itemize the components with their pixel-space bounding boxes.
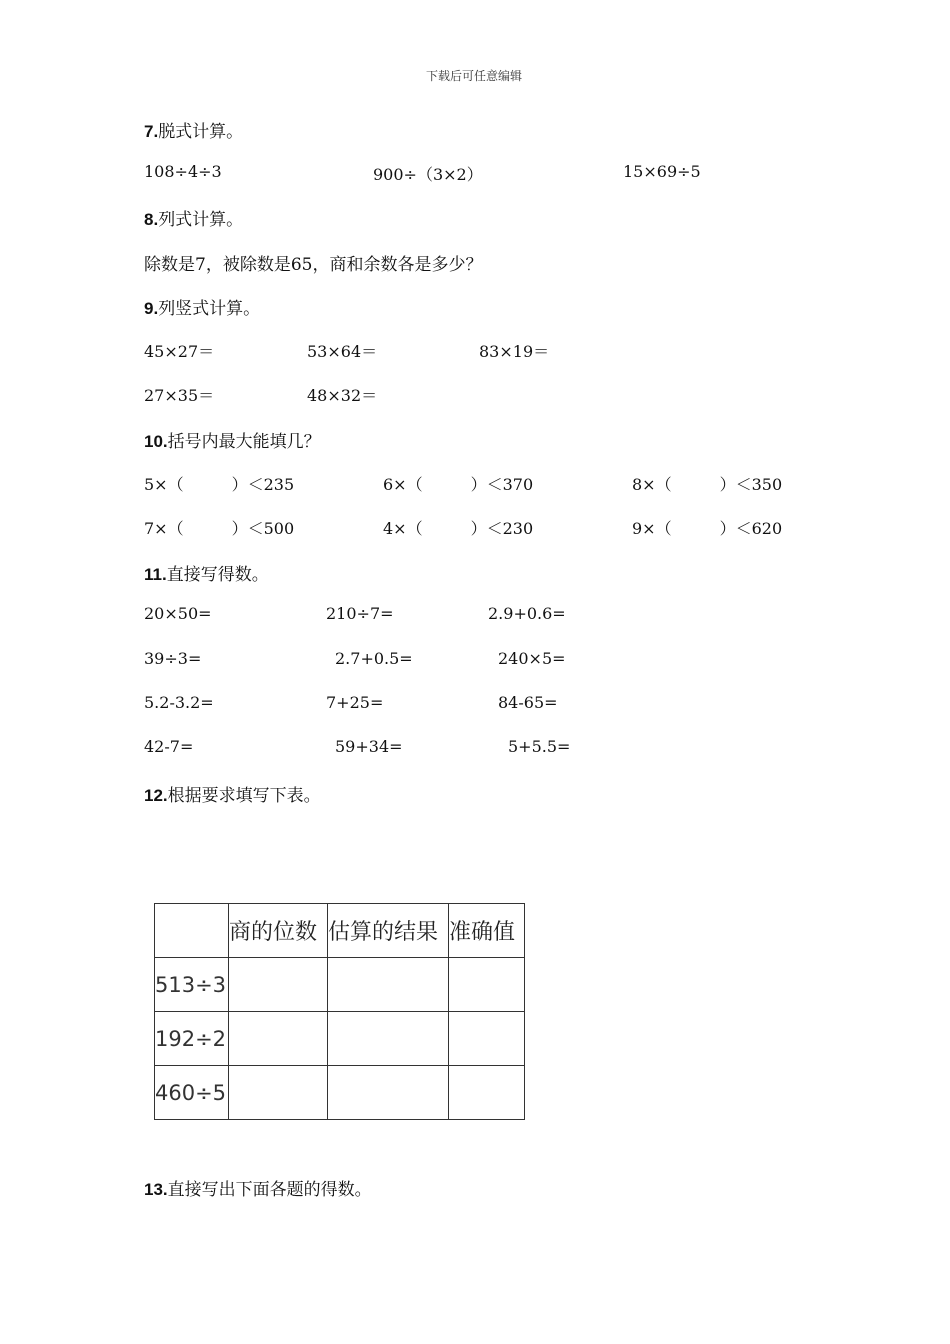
table-row-label: 513÷3 <box>155 958 229 1012</box>
answer-cell[interactable] <box>449 1012 525 1066</box>
question-text: 列竖式计算。 <box>158 299 261 319</box>
question-7-title <box>144 117 243 142</box>
q9-item: 83×19＝ <box>479 342 550 361</box>
answer-cell[interactable] <box>449 1066 525 1120</box>
q9-item: 48×32＝ <box>307 386 378 405</box>
answer-cell[interactable] <box>328 1012 449 1066</box>
question-11-title <box>144 560 269 585</box>
answer-cell[interactable] <box>328 958 449 1012</box>
table-header-cell: 准确值 <box>449 904 525 958</box>
table-row <box>155 1066 525 1120</box>
answer-cell[interactable] <box>229 1066 328 1120</box>
table-row <box>155 958 525 1012</box>
answer-cell[interactable] <box>229 958 328 1012</box>
question-10-title <box>144 427 321 452</box>
q7-item-1: 108÷4÷3 <box>144 162 222 181</box>
q10-item: 6×（ ）＜370 <box>383 475 534 494</box>
q10-item: 9×（ ）＜620 <box>632 519 783 538</box>
table-header-cell: 估算的结果 <box>328 904 449 958</box>
question-9-title <box>144 294 260 319</box>
answer-cell[interactable] <box>229 1012 328 1066</box>
q7-item-3: 15×69÷5 <box>623 162 701 181</box>
question-number: 9. <box>144 299 159 318</box>
question-text: 括号内最大能填几？ <box>167 432 321 452</box>
question-number: 12. <box>144 786 168 805</box>
q11-item: 240×5= <box>498 649 566 668</box>
question-text: 列式计算。 <box>158 210 244 230</box>
estimation-table <box>154 903 525 1120</box>
table-row-label: 192÷2 <box>155 1012 229 1066</box>
q8-problem-text: 除数是7，被除数是65，商和余数各是多少？ <box>144 255 483 275</box>
question-number: 13. <box>144 1180 168 1199</box>
q9-item: 53×64＝ <box>307 342 378 361</box>
table-header-row <box>155 904 525 958</box>
q10-item: 8×（ ）＜350 <box>632 475 783 494</box>
q11-item: 20×50= <box>144 604 212 623</box>
question-12-title <box>144 781 321 806</box>
q9-item: 45×27＝ <box>144 342 215 361</box>
q11-item: 2.9+0.6= <box>488 604 566 623</box>
table-corner-cell <box>155 904 229 958</box>
q11-item: 42-7= <box>144 737 194 756</box>
q11-item: 5.2-3.2= <box>144 693 214 712</box>
question-text: 直接写得数。 <box>166 565 269 585</box>
question-number: 8. <box>144 210 159 229</box>
question-text: 直接写出下面各题的得数。 <box>167 1180 372 1200</box>
q11-item: 59+34= <box>335 737 403 756</box>
question-text: 脱式计算。 <box>158 122 244 142</box>
q10-item: 7×（ ）＜500 <box>144 519 295 538</box>
q10-item: 5×（ ）＜235 <box>144 475 295 494</box>
q11-item: 7+25= <box>326 693 384 712</box>
q7-item-2: 900÷（3×2） <box>373 165 483 184</box>
q10-item: 4×（ ）＜230 <box>383 519 534 538</box>
q11-item: 84-65= <box>498 693 558 712</box>
table-row-label: 460÷5 <box>155 1066 229 1120</box>
question-number: 10. <box>144 432 168 451</box>
table-row <box>155 1012 525 1066</box>
answer-cell[interactable] <box>449 958 525 1012</box>
question-text: 根据要求填写下表。 <box>167 786 321 806</box>
q9-item: 27×35＝ <box>144 386 215 405</box>
question-8-title <box>144 205 243 230</box>
q11-item: 39÷3= <box>144 649 202 668</box>
q11-item: 2.7+0.5= <box>335 649 413 668</box>
table-header-cell: 商的位数 <box>229 904 328 958</box>
question-number: 11. <box>144 565 167 584</box>
question-number: 7. <box>144 122 159 141</box>
question-13-title <box>144 1175 372 1200</box>
answer-cell[interactable] <box>328 1066 449 1120</box>
q11-item: 5+5.5= <box>508 737 571 756</box>
page-header: 下载后可任意编辑 <box>426 69 523 83</box>
q11-item: 210÷7= <box>326 604 394 623</box>
